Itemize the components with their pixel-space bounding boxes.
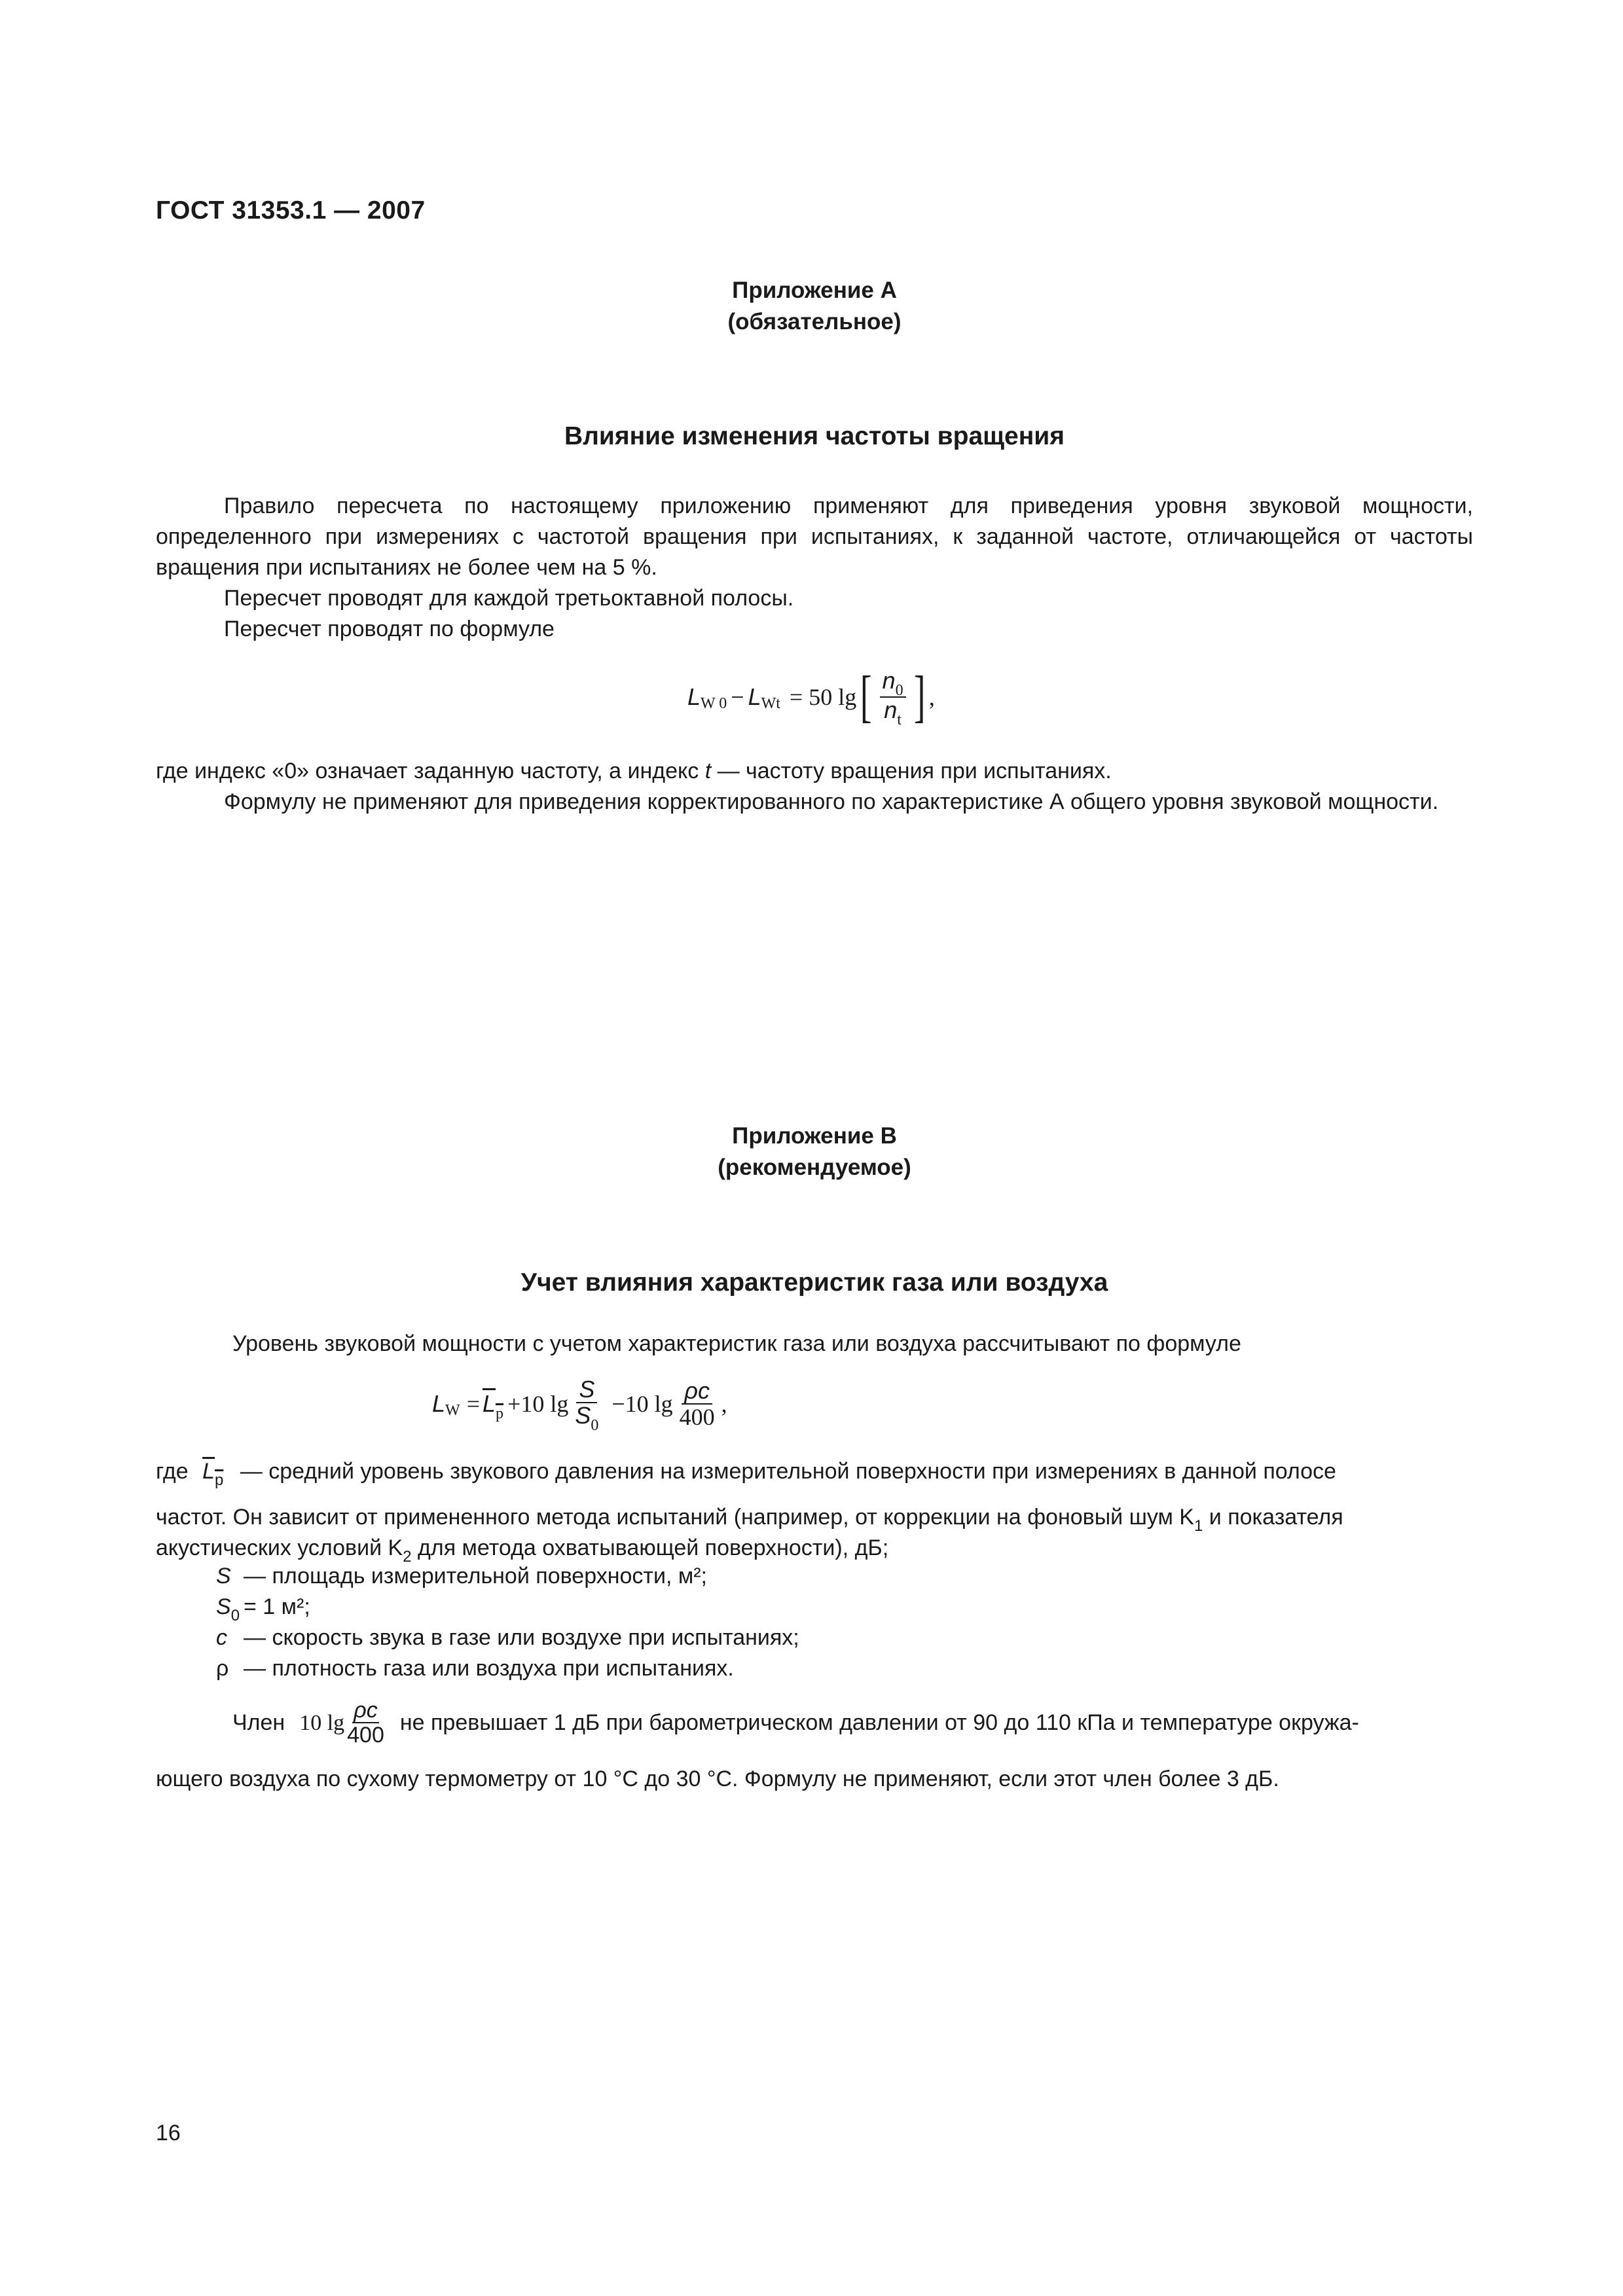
impedance-fraction: $\frac{\rho c}{400}$: [679, 1377, 715, 1430]
definition-s: S — площадь измерительной поверхности, м²;: [216, 1564, 708, 1588]
annex-b-heading: Учет влияния характеристик газа или воздуха: [520, 1268, 1108, 1297]
standard-code: ГОСТ 31353.1 — 2007: [156, 196, 426, 224]
annex-b-title: Приложение В: [732, 1123, 897, 1149]
annex-a-paragraph-3: Пересчет проводят по формуле: [224, 617, 555, 641]
definition-s0: $S_0 = 1$ м²;: [216, 1594, 310, 1624]
definition-c: c — скорость звука в газе или воздухе при испытаниях;: [216, 1625, 799, 1650]
ratio-fraction: $\frac{n_0}{n_t}$: [880, 668, 906, 726]
annex-a-formula: L W 0 − L Wt = 50 lg [ $\frac{n_0}{n_t}$ ] ,: [687, 665, 935, 728]
annex-a-paragraph-1: Правило пересчета по настоящему приложению применяют для приведения уровня звуковой мощности, определенного при измерениях с частотой вращения при испытаниях, к заданной частоте, отличающейся от частоты вращения при испытаниях не более чем на 5 %.: [156, 493, 1473, 580]
annex-a-header: [156, 275, 1473, 338]
annex-a-where-clause: где индекс «0» означает заданную частоту, а индекс t — частоту вращения при испытаниях.: [156, 759, 1112, 783]
annex-b-formula: L W = $L_p$ +10 lg $\frac{S}{S_0}$ −10 lg $\frac{\rho c}{400}$ ,: [432, 1375, 727, 1434]
annex-a-paragraph-4: Формулу не применяют для приведения корректированного по характеристике А общего уровня звуковой мощности.: [224, 789, 1439, 814]
annex-b-member-line: Член 10 lg $\frac{\rho c}{400}$ не превышает 1 дБ при барометрическом давлении от 90 до 110 кПа и температуре окружа-: [232, 1698, 1359, 1748]
member-fraction: $\frac{\rho c}{400}$: [347, 1698, 384, 1748]
annex-a-paragraph-2: Пересчет проводят для каждой третьоктавной полосы.: [224, 586, 794, 611]
annex-b-method-line-1: частот. Он зависит от примененного метода испытаний (например, от коррекции на фоновый шум $K_1$ и показателя: [156, 1505, 1343, 1535]
annex-b-member-line-2: ющего воздуха по сухому термометру от 10 °C до 30 °C. Формулу не применяют, если этот член более 3 дБ.: [156, 1767, 1279, 1791]
annex-b-status: (рекомендуемое): [718, 1155, 911, 1180]
annex-b-method-line-2: акустических условий $K_2$ для метода охватывающей поверхности), дБ;: [156, 1535, 889, 1566]
annex-a-title: Приложение А: [732, 278, 897, 303]
left-bracket: [: [860, 665, 872, 728]
annex-a-status: (обязательное): [727, 309, 902, 334]
annex-b-intro: Уровень звуковой мощности с учетом характеристик газа или воздуха рассчитывают по формуле: [232, 1331, 1241, 1356]
annex-a-heading: Влияние изменения частоты вращения: [564, 422, 1065, 450]
page-number: 16: [156, 2121, 181, 2145]
area-fraction: $\frac{S}{S_0}$: [575, 1375, 599, 1434]
definition-rho: ρ — плотность газа или воздуха при испытаниях.: [216, 1656, 734, 1681]
annex-b-where-lp: где $L_p$ — средний уровень звукового давления на измерительной поверхности при измерениях в данной полосе: [156, 1459, 1336, 1489]
annex-b-header: [156, 1121, 1473, 1183]
right-bracket: ]: [913, 665, 926, 728]
